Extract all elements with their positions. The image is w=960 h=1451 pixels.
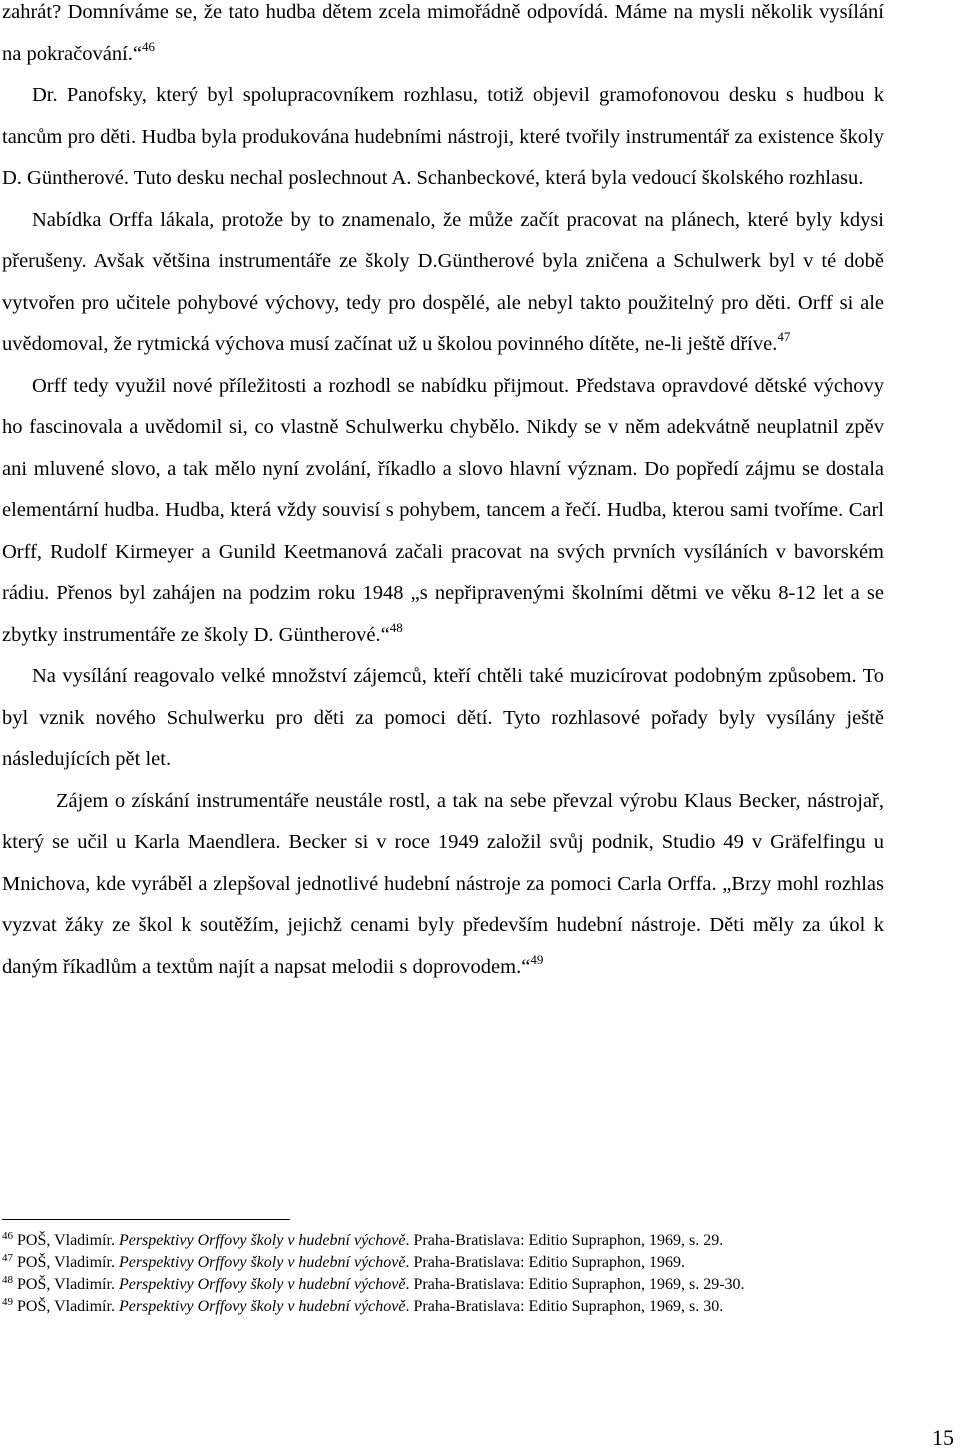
footnote-49 — [2, 1296, 882, 1318]
footnote-author: POŠ, Vladimír. — [17, 1232, 119, 1249]
footnote-title: Perspektivy Orffovy školy v hudební výchově — [118, 1298, 406, 1315]
paragraph-3 — [2, 200, 884, 366]
footnote-title: Perspektivy Orffovy školy v hudební výchově — [118, 1232, 406, 1249]
footnote-number: 46 — [2, 1230, 13, 1242]
paragraph-1-text: zahrát? Domníváme se, že tato hudba dětem zcela mimořádně odpovídá. Máme na mysli několik vysílání na pokračování.“ — [2, 1, 884, 65]
footnote-48 — [2, 1274, 882, 1296]
paragraph-4-text: Orff tedy využil nové příležitosti a rozhodl se nabídku přijmout. Představa opravdové dětské výchovy ho fascinovala a uvědomil si, co vlastně Schulwerku chybělo. Nikdy se v něm adekvátně neuplatnil zpěv ani mluvené slovo, a tak mělo nyní zvolání, říkadlo a slovo hlavní význam. Do popředí zájmu se dostala elementární hudba. Hudba, která vždy souvisí s pohybem, tancem a řečí. Hudba, kterou sami tvoříme. Carl Orff, Rudolf Kirmeyer a Gunild Keetmanová začali pracovat na svých prvních vysíláních v bavorském rádiu. Přenos byl zahájen na podzim roku 1948 „s nepřipravenými školními dětmi ve věku 8-12 let a se zbytky instrumentáře ze školy D. Güntherové.“ — [2, 374, 884, 646]
footnote-number: 48 — [2, 1274, 13, 1286]
footnote-author: POŠ, Vladimír. — [17, 1298, 119, 1315]
paragraph-5: Na vysílání reagovalo velké množství zájemců, kteří chtěli také muzicírovat podobným způsobem. To byl vznik nového Schulwerku pro děti za pomoci dětí. Tyto rozhlasové pořady byly vysílány ještě následujících pět let. — [2, 665, 884, 770]
footnote-title: Perspektivy Orffovy školy v hudební výchově — [118, 1276, 406, 1293]
paragraph-3-text: Nabídka Orffa lákala, protože by to znamenalo, že může začít pracovat na plánech, které byly kdysi přerušeny. Avšak většina instrumentáře ze školy D.Güntherové byla zničena a Schulwerk byl v té době vytvořen pro učitele pohybové výchovy, tedy pro dospělé, ale nebyl takto použitelný pro děti. Orff si ale uvědomoval, že rytmická výchova musí začínat už u školou povinného dítěte, ne-li ještě dříve. — [2, 208, 884, 355]
footnote-ref-46[interactable]: 46 — [142, 38, 156, 54]
footnote-publisher: . Praha-Bratislava: Editio Supraphon, 1969, s. 29-30. — [405, 1276, 745, 1293]
footnote-title: Perspektivy Orffovy školy v hudební výchově — [118, 1254, 406, 1271]
footnote-ref-49[interactable]: 49 — [530, 951, 544, 967]
footnote-author: POŠ, Vladimír. — [17, 1276, 119, 1293]
footnote-number: 49 — [2, 1296, 13, 1308]
footnote-author: POŠ, Vladimír. — [17, 1254, 119, 1271]
footnote-ref-48[interactable]: 48 — [389, 619, 403, 635]
footnote-publisher: . Praha-Bratislava: Editio Supraphon, 1969, s. 30. — [405, 1298, 724, 1315]
page-number: 15 — [932, 1425, 954, 1450]
footnote-46 — [2, 1230, 882, 1252]
footnote-ref-47[interactable]: 47 — [777, 329, 791, 344]
paragraph-6-text: Zájem o získání instrumentáře neustále rostl, a tak na sebe převzal výrobu Klaus Becker, nástrojař, který se učil u Karla Maendlera. Becker si v roce 1949 založil svůj podnik, Studio 49 v Gräfelfingu u Mnichova, kde vyráběl a zlepšoval jednotlivé hudební nástroje za pomoci Carla Orffa. „Brzy mohl rozhlas vyzvat žáky ze škol k soutěžím, jejichž cenami byly především hudební nástroje. Děti měly za úkol k daným říkadlům a textům najít a napsat melodii s doprovodem.“ — [2, 789, 884, 978]
footnote-47 — [2, 1252, 882, 1274]
paragraph-4 — [2, 366, 884, 657]
footnote-number: 47 — [2, 1252, 13, 1264]
paragraph-6 — [2, 781, 884, 989]
footnote-separator — [2, 1219, 290, 1220]
paragraph-1 — [2, 0, 884, 75]
body-text — [2, 0, 884, 988]
paragraph-2: Dr. Panofsky, který byl spolupracovníkem rozhlasu, totiž objevil gramofonovou desku s hudbou k tancům pro děti. Hudba byla produkována hudebními nástroji, které tvořily instrumentář za existence školy D. Güntherové. Tuto desku nechal poslechnout A. Schanbeckové, která byla vedoucí školského rozhlasu. — [2, 84, 884, 189]
footnotes — [2, 1230, 882, 1318]
footnote-publisher: . Praha-Bratislava: Editio Supraphon, 1969. — [405, 1254, 685, 1271]
footnote-publisher: . Praha-Bratislava: Editio Supraphon, 1969, s. 29. — [405, 1232, 724, 1249]
